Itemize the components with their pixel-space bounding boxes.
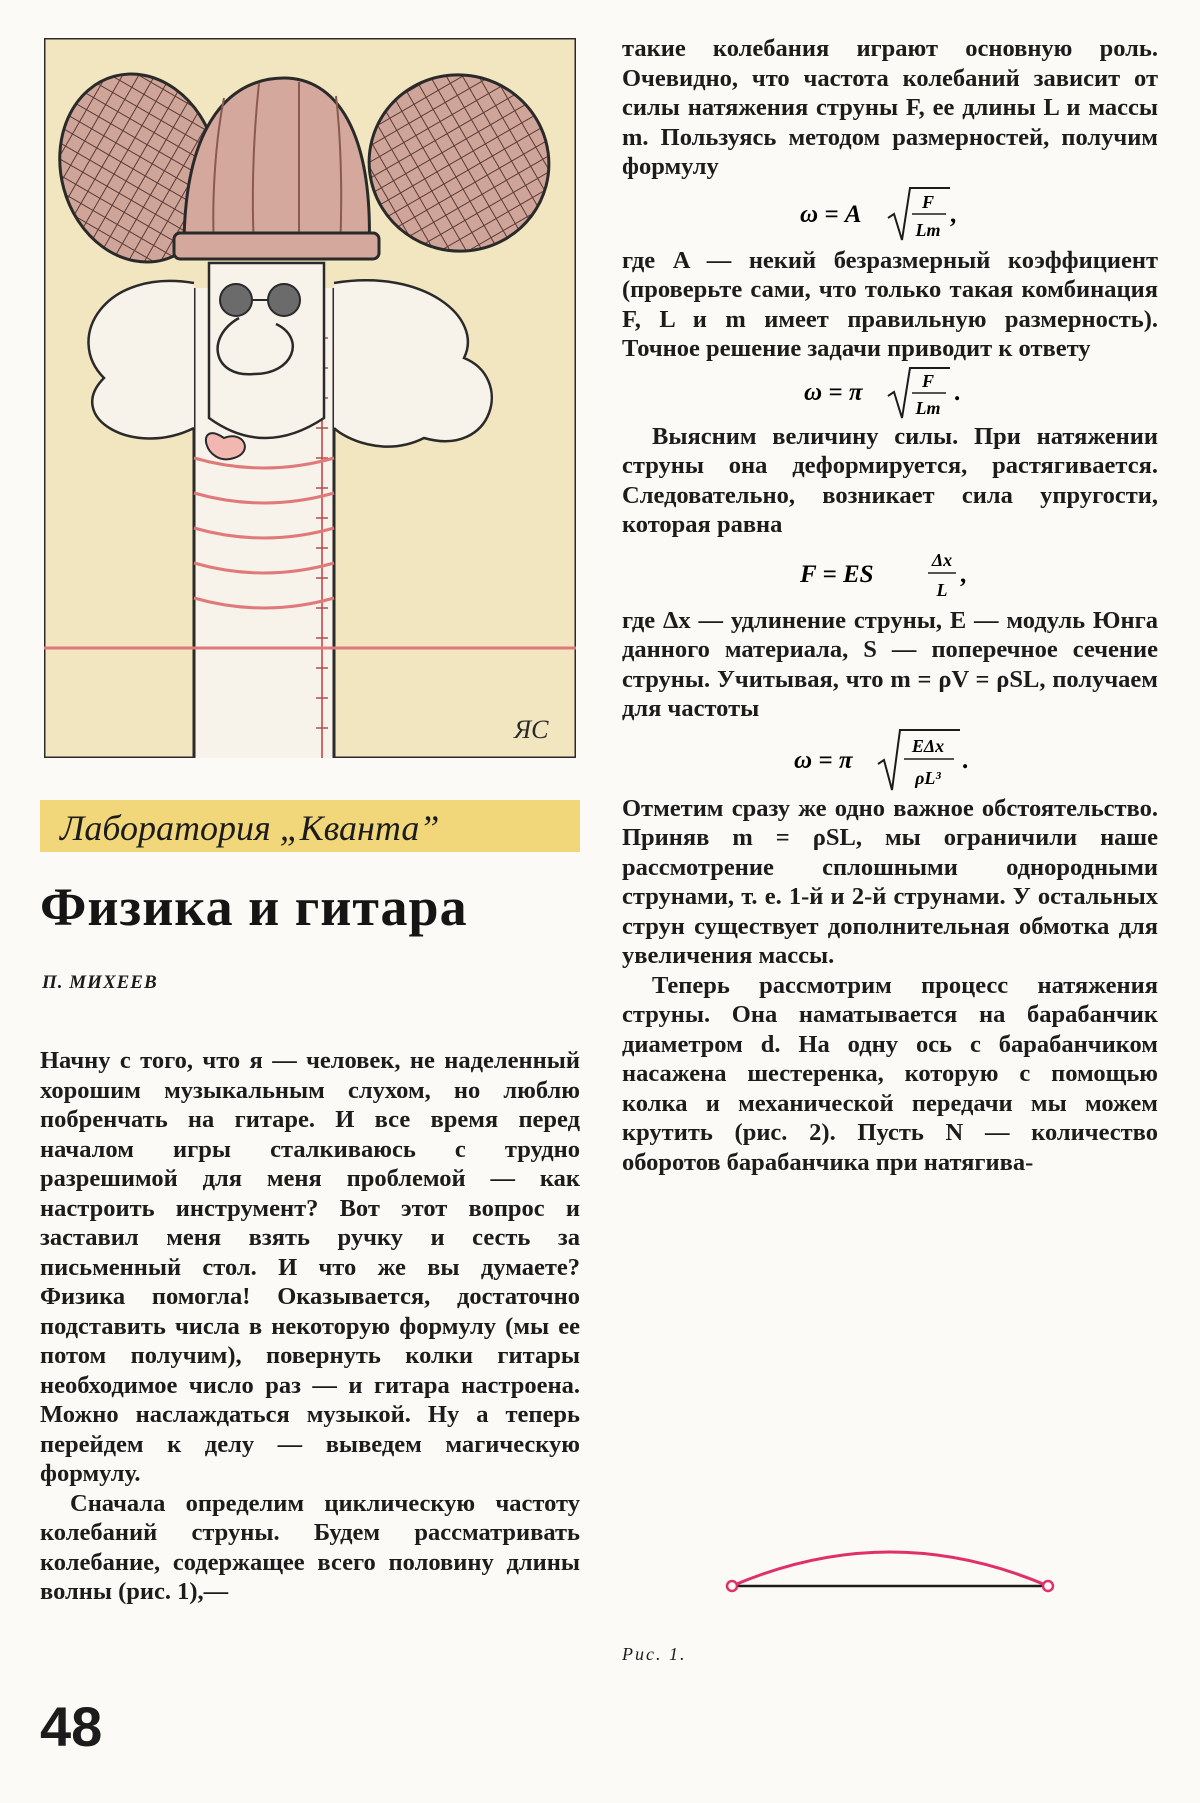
formula-tail: . xyxy=(962,746,969,774)
figure-1-string-diagram xyxy=(720,1530,1060,1600)
paragraph: где Δx — удлинение струны, E — модуль Юнга данного материала, S — поперечное сечение струны. Учитывая, что m = ρV = ρSL, получаем для частоты xyxy=(622,606,1158,722)
formula-denominator: L xyxy=(936,579,948,600)
formula-tail: . xyxy=(954,378,961,406)
cartoon-illustration xyxy=(44,38,576,758)
figure-caption: Рис. 1. xyxy=(622,1644,687,1664)
paragraph: Начну с того, что я — человек, не наделенный хорошим музыкальным слухом, но люблю побренчать на гитаре. И все время перед началом игры сталкиваюсь с трудно разрешимой для меня проблемой — как настроить инструмент? Вот этот вопрос и заставил меня взять ручку и сесть за письменный стол. И что же вы думаете? Физика помогла! Оказывается, достаточно подставить числа в некоторую формулу (мы ее потом получим), повернуть колки гитары необходимое число раз — и гитара настроена. Можно наслаждаться музыкой. Ну а теперь перейдем к делу — выведем магическую формулу. xyxy=(40,1047,580,1487)
formula-force xyxy=(622,540,1158,606)
paragraph: где A — некий безразмерный коэффициент (проверьте сами, что только такая комбинация F, L и m имеет правильную размерность). Точное решение задачи приводит к ответу xyxy=(622,246,1158,362)
formula-denominator: Lm xyxy=(915,397,941,418)
rubric-label: Лаборатория „Кванта” xyxy=(60,808,440,848)
formula-omega-a xyxy=(622,182,1158,246)
formula-lhs: ω = π xyxy=(794,746,853,774)
paragraph: Отметим сразу же одно важное обстоятельство. Приняв m = ρSL, мы ограничили наше рассмотрение сплошными однородными струнами, т. е. 1-й и 2-й струнами. У остальных струн существует дополнительная обмотка для увеличения массы. xyxy=(622,794,1158,969)
paragraph: Выясним величину силы. При натяжении струны она деформируется, растягивается. Следовательно, возникает сила упругости, которая равна xyxy=(622,422,1158,538)
paragraph: такие колебания играют основную роль. Очевидно, что частота колебаний зависит от силы натяжения струны F, ее длины L и массы m. Пользуясь методом размерностей, получим формулу xyxy=(622,35,1158,180)
article-title: Физика и гитара xyxy=(40,877,468,937)
rubric-banner xyxy=(40,792,580,858)
formula-lhs: ω = π xyxy=(804,378,863,406)
formula-omega-pi xyxy=(622,364,1158,422)
formula-denominator: Lm xyxy=(915,219,941,240)
formula-numerator: Δx xyxy=(931,549,953,570)
paragraph: Теперь рассмотрим процесс натяжения струны. Она наматывается на барабанчик диаметром d. На одну ось с барабанчиком насажена шестеренка, которую с помощью колка и механической передачи мы можем крутить (рис. 2). Пусть N — количество оборотов барабанчика при натягива- xyxy=(622,971,1158,1176)
left-column xyxy=(40,1046,580,1607)
formula-numerator: F xyxy=(921,191,935,212)
page-number: 48 xyxy=(40,1695,103,1758)
right-column xyxy=(622,34,1158,1177)
formula-lhs: ω = A xyxy=(800,200,862,228)
formula-numerator: F xyxy=(921,370,935,391)
formula-omega-final xyxy=(622,724,1158,794)
article-author: П. МИХЕЕВ xyxy=(42,972,158,993)
formula-numerator: EΔx xyxy=(911,735,945,756)
formula-lhs: F = ES xyxy=(800,560,874,588)
formula-tail: , xyxy=(950,200,957,228)
illustration-signature: ЯС xyxy=(514,715,549,744)
formula-tail: , xyxy=(960,560,967,588)
paragraph: Сначала определим циклическую частоту колебаний струны. Будем рассматривать колебание, содержащее всего половину длины волны (рис. 1),— xyxy=(40,1489,580,1605)
formula-denominator: ρL³ xyxy=(915,767,941,788)
